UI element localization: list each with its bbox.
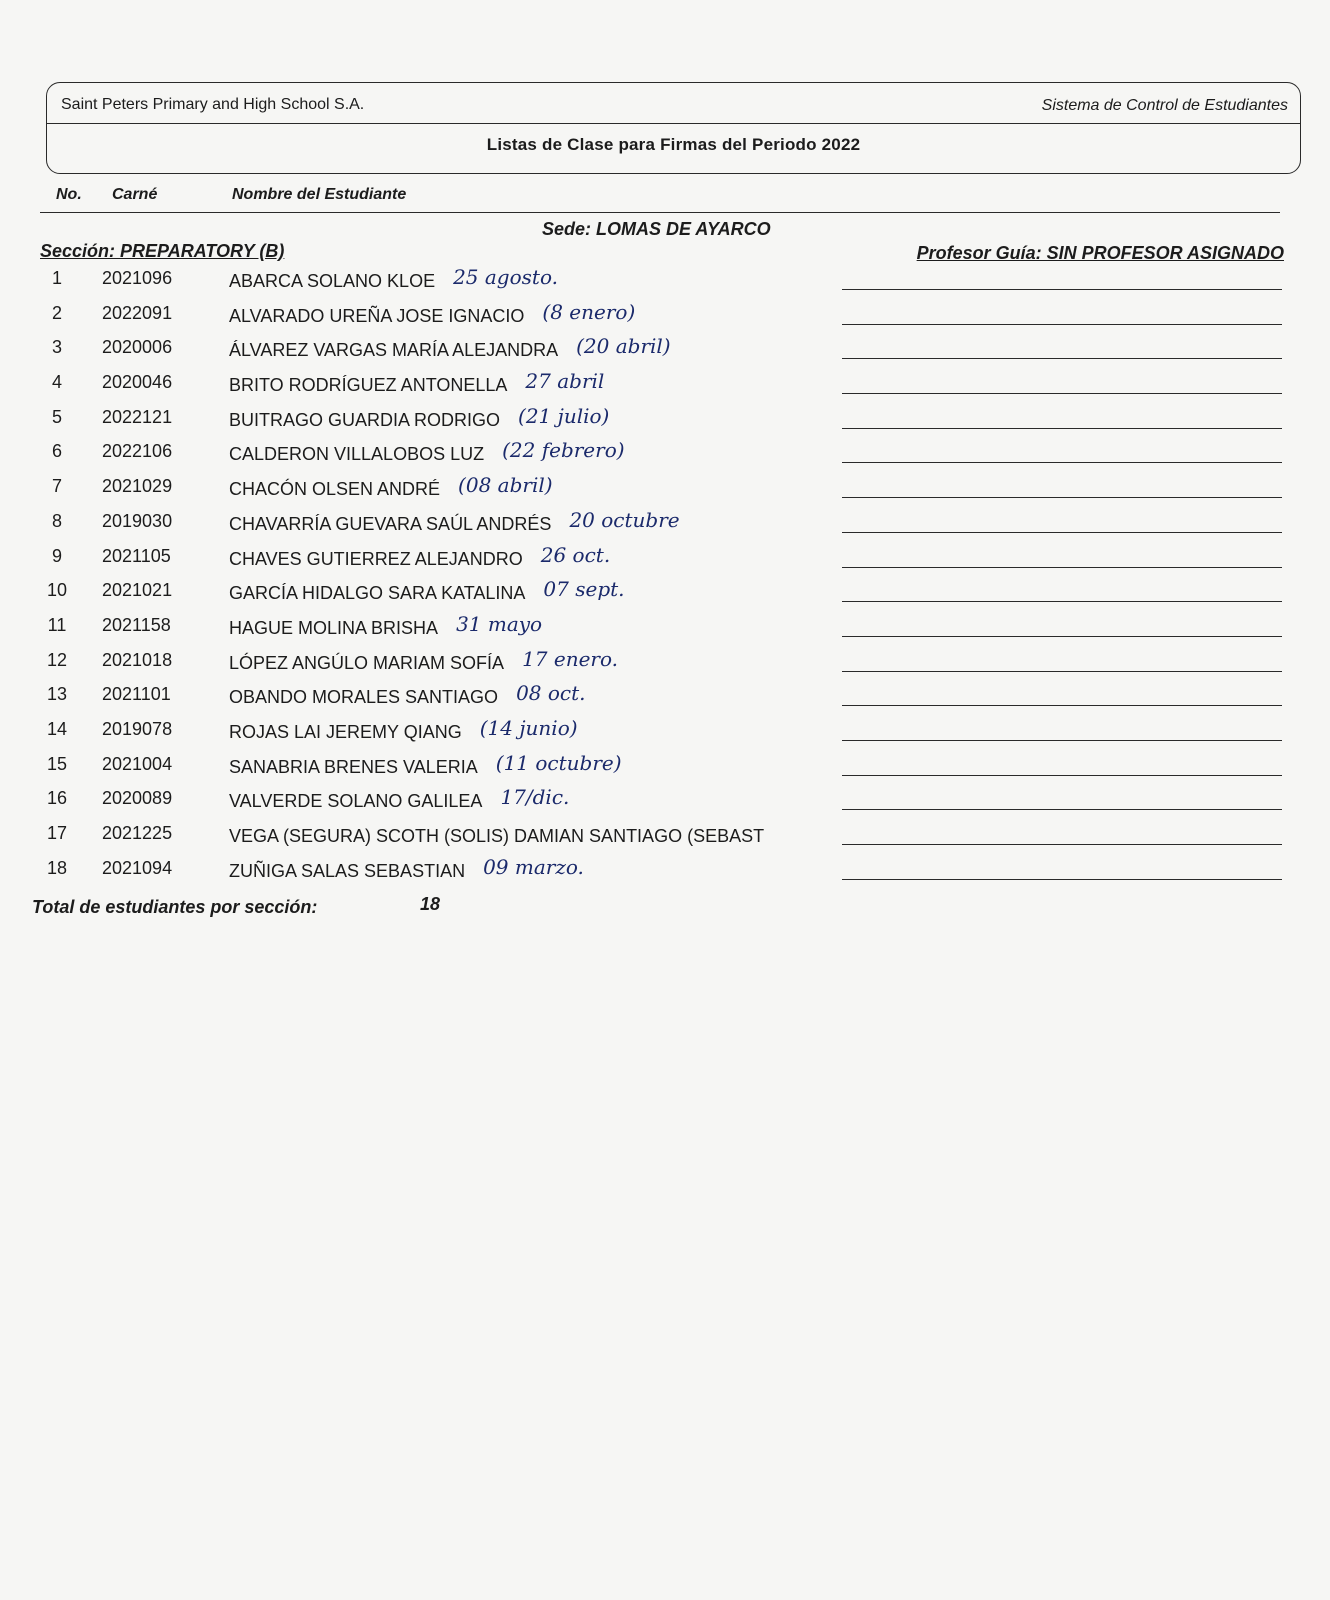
student-name-cell bbox=[229, 615, 827, 641]
student-name: CHACÓN OLSEN ANDRÉ bbox=[229, 479, 441, 500]
student-name: GARCÍA HIDALGO SARA KATALINA bbox=[229, 583, 526, 604]
student-name: ZUÑIGA SALAS SEBASTIAN bbox=[229, 860, 466, 881]
student-name-cell bbox=[229, 719, 827, 745]
school-name: Saint Peters Primary and High School S.A. bbox=[61, 96, 365, 113]
student-name: BUITRAGO GUARDIA RODRIGO bbox=[229, 409, 501, 430]
student-id: 2022121 bbox=[102, 406, 173, 427]
signature-line bbox=[842, 740, 1282, 741]
signature-line bbox=[842, 601, 1282, 602]
signature-line bbox=[842, 462, 1282, 463]
signature-line bbox=[842, 809, 1282, 810]
student-name-cell bbox=[229, 650, 827, 676]
student-number: 17 bbox=[46, 823, 68, 843]
signature-line bbox=[842, 497, 1282, 498]
handwritten-birthday: 31 mayo bbox=[456, 614, 543, 636]
column-header-id: Carné bbox=[112, 186, 158, 203]
student-name: SANABRIA BRENES VALERIA bbox=[229, 756, 478, 777]
student-number: 18 bbox=[46, 857, 68, 878]
student-id: 2020046 bbox=[102, 372, 173, 393]
signature-line bbox=[842, 844, 1282, 845]
student-number: 4 bbox=[51, 372, 62, 393]
student-id: 2021004 bbox=[102, 753, 173, 774]
handwritten-birthday: (22 febrero) bbox=[502, 441, 625, 463]
signature-line bbox=[842, 775, 1282, 776]
student-id: 2021094 bbox=[102, 857, 173, 878]
header-divider bbox=[47, 123, 1300, 124]
student-id: 2022106 bbox=[102, 441, 173, 462]
handwritten-birthday: 20 octubre bbox=[569, 510, 680, 532]
handwritten-birthday: 25 agosto. bbox=[453, 268, 558, 289]
system-name: Sistema de Control de Estudiantes bbox=[1041, 97, 1288, 114]
student-number: 10 bbox=[46, 580, 68, 601]
handwritten-birthday: (08 abril) bbox=[458, 476, 553, 498]
student-number: 11 bbox=[47, 614, 67, 635]
student-row bbox=[0, 470, 1330, 505]
header-box bbox=[46, 82, 1301, 174]
signature-line bbox=[842, 532, 1282, 533]
section-label: Sección: PREPARATORY (B) bbox=[40, 241, 285, 261]
signature-line bbox=[842, 705, 1282, 706]
student-name: BRITO RODRÍGUEZ ANTONELLA bbox=[229, 375, 508, 396]
signature-line bbox=[842, 636, 1282, 637]
student-name: CHAVES GUTIERREZ ALEJANDRO bbox=[229, 548, 523, 569]
student-name-cell bbox=[229, 546, 827, 572]
signature-line bbox=[842, 567, 1282, 568]
student-number: 12 bbox=[46, 649, 68, 670]
student-name: ÁLVAREZ VARGAS MARÍA ALEJANDRA bbox=[229, 340, 559, 361]
student-id: 2021029 bbox=[102, 476, 173, 497]
student-id: 2021018 bbox=[102, 649, 173, 670]
handwritten-birthday: (21 julio) bbox=[518, 406, 610, 428]
student-id: 2020006 bbox=[102, 337, 173, 358]
student-row bbox=[0, 262, 1330, 297]
student-name-cell bbox=[229, 511, 827, 537]
student-name: ROJAS LAI JEREMY QIANG bbox=[229, 721, 462, 742]
student-row bbox=[0, 401, 1330, 436]
student-id: 2020089 bbox=[102, 788, 173, 809]
signature-line bbox=[842, 671, 1282, 672]
student-name-cell bbox=[229, 684, 827, 710]
student-number: 13 bbox=[46, 684, 68, 705]
student-name: ALVARADO UREÑA JOSE IGNACIO bbox=[229, 305, 525, 326]
handwritten-birthday: (8 enero) bbox=[542, 302, 636, 324]
student-name: HAGUE MOLINA BRISHA bbox=[229, 617, 439, 638]
student-name: VALVERDE SOLANO GALILEA bbox=[229, 791, 483, 812]
student-row bbox=[0, 297, 1330, 332]
student-id: 2019030 bbox=[102, 510, 173, 531]
student-number: 6 bbox=[51, 441, 62, 462]
student-row bbox=[0, 678, 1330, 713]
student-row bbox=[0, 852, 1330, 887]
student-name: ABARCA SOLANO KLOE bbox=[229, 271, 436, 291]
student-row bbox=[0, 574, 1330, 609]
student-name: CALDERON VILLALOBOS LUZ bbox=[229, 444, 485, 465]
student-number: 7 bbox=[51, 476, 62, 497]
student-number: 15 bbox=[46, 753, 68, 774]
student-list bbox=[0, 262, 1330, 886]
student-id: 2022091 bbox=[102, 302, 173, 323]
student-row bbox=[0, 366, 1330, 401]
student-name: LÓPEZ ANGÚLO MARIAM SOFÍA bbox=[229, 652, 505, 673]
student-row bbox=[0, 609, 1330, 644]
student-id: 2021096 bbox=[102, 268, 173, 288]
student-name: VEGA (SEGURA) SCOTH (SOLIS) DAMIAN SANTIAGO (SEBAST bbox=[229, 826, 765, 846]
handwritten-birthday: (11 octubre) bbox=[495, 753, 622, 775]
column-header-name: Nombre del Estudiante bbox=[232, 186, 407, 203]
student-row bbox=[0, 748, 1330, 783]
student-row bbox=[0, 644, 1330, 679]
student-row bbox=[0, 540, 1330, 575]
student-row bbox=[0, 331, 1330, 366]
student-id: 2021158 bbox=[102, 614, 171, 635]
teacher-label: Profesor Guía: SIN PROFESOR ASIGNADO bbox=[916, 243, 1284, 263]
student-name-cell bbox=[229, 754, 827, 780]
handwritten-birthday: (14 junio) bbox=[479, 718, 578, 740]
student-row bbox=[0, 713, 1330, 748]
handwritten-birthday: 08 oct. bbox=[516, 684, 586, 706]
handwritten-birthday: 17 enero. bbox=[522, 649, 619, 671]
student-row bbox=[0, 782, 1330, 817]
campus-label: Sede: LOMAS DE AYARCO bbox=[542, 219, 771, 239]
student-row bbox=[0, 435, 1330, 470]
signature-line bbox=[842, 358, 1282, 359]
handwritten-birthday: 27 abril bbox=[525, 372, 605, 394]
student-number: 2 bbox=[51, 302, 62, 323]
signature-line bbox=[842, 879, 1282, 880]
signature-line bbox=[842, 289, 1282, 290]
total-label: Total de estudiantes por sección: bbox=[32, 897, 318, 917]
student-name-cell bbox=[229, 303, 827, 329]
student-id: 2021105 bbox=[102, 545, 171, 566]
student-number: 5 bbox=[51, 406, 62, 427]
student-number: 1 bbox=[51, 268, 62, 288]
list-title: Listas de Clase para Firmas del Periodo 2022 bbox=[486, 135, 861, 154]
signature-line bbox=[842, 428, 1282, 429]
handwritten-birthday: 17/dic. bbox=[500, 788, 570, 810]
column-header-rule bbox=[40, 212, 1280, 213]
signature-line bbox=[842, 393, 1282, 394]
student-number: 14 bbox=[46, 718, 68, 739]
handwritten-birthday: 09 marzo. bbox=[483, 857, 584, 879]
student-number: 16 bbox=[46, 788, 68, 809]
student-name: CHAVARRÍA GUEVARA SAÚL ANDRÉS bbox=[229, 513, 552, 534]
student-id: 2021225 bbox=[102, 823, 173, 843]
column-header-no: No. bbox=[56, 186, 82, 203]
student-name-cell bbox=[229, 580, 827, 606]
student-id: 2019078 bbox=[102, 718, 173, 739]
student-row bbox=[0, 505, 1330, 540]
student-name: OBANDO MORALES SANTIAGO bbox=[229, 687, 499, 708]
student-name-cell bbox=[229, 476, 827, 502]
student-name-cell bbox=[229, 372, 827, 398]
signature-line bbox=[842, 324, 1282, 325]
student-name-cell bbox=[229, 788, 827, 814]
student-row bbox=[0, 817, 1330, 852]
total-value: 18 bbox=[420, 894, 441, 914]
student-name-cell bbox=[229, 337, 827, 363]
student-name-cell bbox=[229, 407, 827, 433]
student-id: 2021101 bbox=[102, 684, 171, 705]
student-name-cell bbox=[229, 858, 827, 884]
student-number: 3 bbox=[51, 337, 62, 358]
student-number: 8 bbox=[51, 510, 62, 531]
student-number: 9 bbox=[51, 545, 62, 566]
student-name-cell bbox=[229, 441, 827, 467]
student-id: 2021021 bbox=[102, 580, 173, 601]
handwritten-birthday: 07 sept. bbox=[543, 580, 625, 602]
student-name-cell bbox=[229, 823, 827, 849]
handwritten-birthday: (20 abril) bbox=[576, 337, 671, 359]
handwritten-birthday: 26 oct. bbox=[540, 545, 611, 567]
student-name-cell bbox=[229, 268, 827, 294]
